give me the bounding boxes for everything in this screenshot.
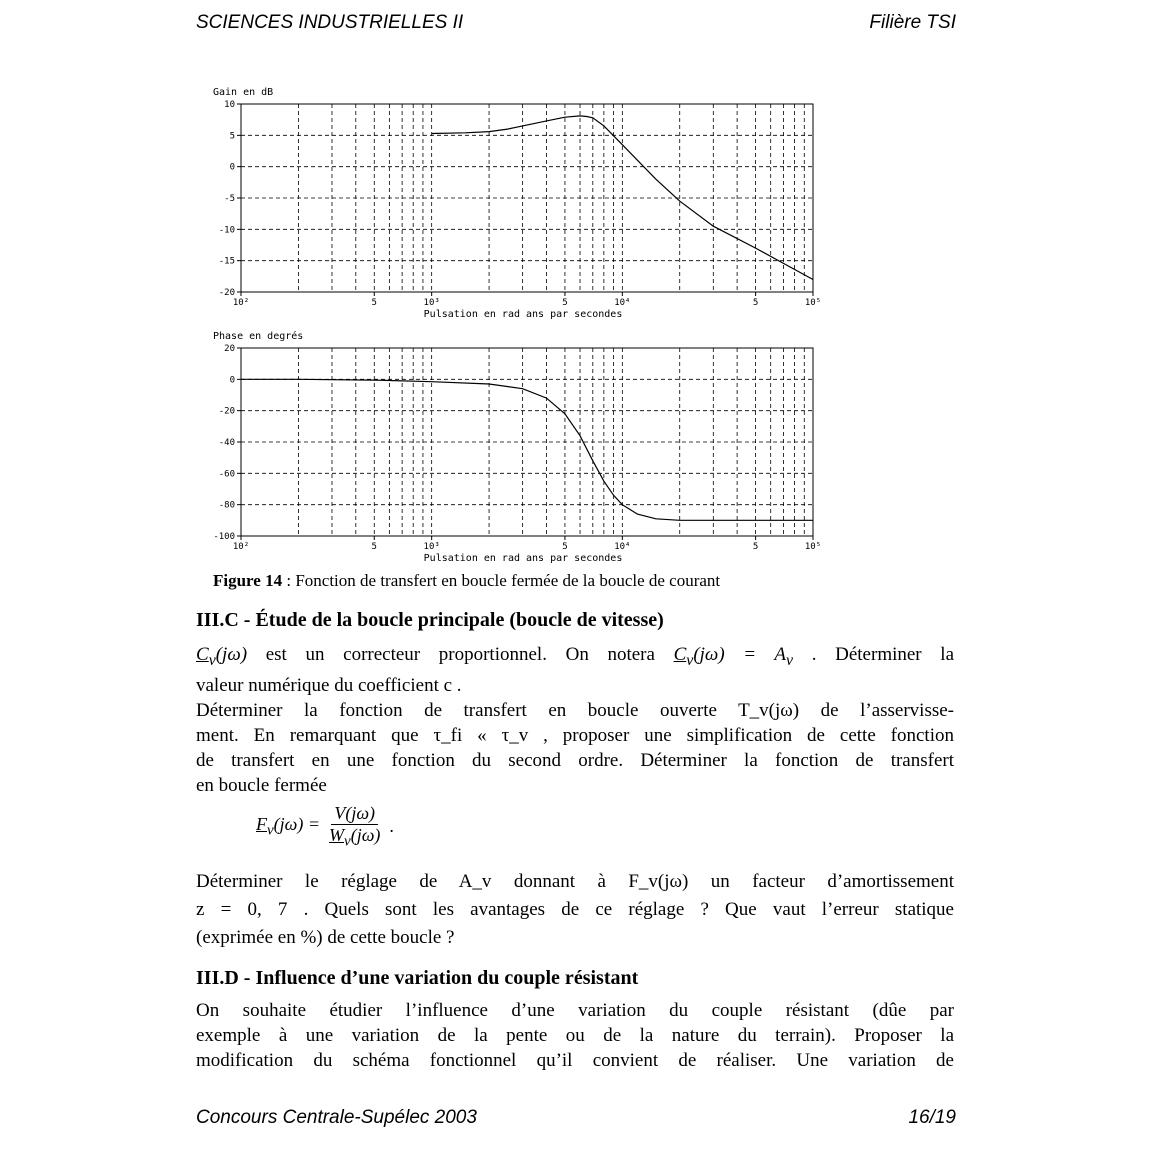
- cv-subscript-2: v: [686, 651, 694, 669]
- gain-ytick-label: 5: [229, 131, 235, 142]
- gain-xtick-label: 5: [562, 298, 568, 308]
- gain-xtick-label: 10²: [232, 298, 250, 308]
- section-c-paragraph-1: [196, 642, 954, 698]
- eq-den-arg: (jω): [350, 825, 381, 845]
- p1-text-b: . Déterminer la: [793, 644, 954, 665]
- phase-ytick-label: -40: [218, 438, 235, 448]
- gain-xtick-label: 5: [371, 298, 377, 308]
- phase-curve-phase: [241, 379, 813, 520]
- p3-line-2: z = 0, 7 . Quels sont les avantages de ce réglage ? Que vaut l’erreur statique: [196, 899, 954, 920]
- eq-den-subscript: v: [344, 833, 351, 850]
- section-d-paragraph: [196, 998, 954, 1073]
- eq-end: .: [389, 816, 394, 837]
- pd-line-3: modification du schéma fonctionnel qu’il convient de réaliser. Une variation de: [196, 1050, 954, 1071]
- phase-plot: [205, 326, 835, 566]
- phase-xtick-label: 5: [752, 542, 759, 552]
- gain-ytick-label: 10: [224, 100, 235, 110]
- phase-xlabel: Pulsation en rad ans par secondes: [423, 553, 623, 564]
- phase-ytick-label: 20: [224, 344, 235, 354]
- gain-ylabel: Gain en dB: [213, 87, 274, 98]
- gain-ytick-label: -20: [218, 288, 235, 298]
- p3-line-1: Déterminer le réglage de A_v donnant à F_v(jω) un facteur d’amortissement: [196, 871, 954, 892]
- footer-right: 16/19: [908, 1107, 956, 1128]
- phase-ytick-label: -20: [218, 406, 235, 417]
- phase-ytick-label: -80: [218, 500, 235, 511]
- phase-xtick-label: 5: [562, 542, 568, 552]
- eq-den-symbol: W: [329, 825, 345, 845]
- eq-lhs-arg: (jω) =: [273, 814, 321, 834]
- phase-ytick-label: -60: [218, 469, 235, 480]
- gain-xtick-label: 10⁴: [614, 298, 631, 308]
- gain-xlabel: Pulsation en rad ans par secondes: [423, 309, 623, 320]
- gain-ytick-label: -10: [218, 225, 235, 236]
- eq-denominator: [326, 825, 383, 851]
- phase-xtick-label: 10⁵: [804, 542, 822, 552]
- cv-symbol: C: [196, 644, 209, 665]
- p1-text-a: est un correcteur proportionnel. On notera: [247, 644, 674, 665]
- pd-line-1: On souhaite étudier l’influence d’une variation du couple résistant (dûe par: [196, 1000, 954, 1021]
- eq-fraction: [326, 803, 383, 851]
- header-left: SCIENCES INDUSTRIELLES II: [196, 12, 464, 33]
- p3-line-3: (exprimée en %) de cette boucle ?: [196, 927, 455, 948]
- section-c-paragraph-2: [196, 698, 954, 798]
- eq-lhs-symbol: F: [256, 814, 267, 834]
- pd-line-2: exemple à une variation de la pente ou de la nature du terrain). Proposer la: [196, 1025, 954, 1046]
- gain-ytick-label: -15: [218, 256, 235, 267]
- cv-arg: (jω): [215, 644, 248, 665]
- p2-line-4: en boucle fermée: [196, 775, 327, 796]
- p2-line-1: Déterminer la fonction de transfert en boucle ouverte T_v(jω) de l’asservisse-: [196, 700, 954, 721]
- cv-eq: (jω) = A: [693, 644, 787, 665]
- phase-xtick-label: 10⁴: [614, 542, 631, 552]
- phase-ylabel: Phase en degrés: [213, 331, 304, 342]
- gain-xtick-label: 5: [752, 298, 759, 308]
- gain-ytick-label: 0: [229, 162, 235, 173]
- p2-line-2: ment. En remarquant que τ_fi « τ_v , proposer une simplification de cette fonction: [196, 725, 954, 746]
- phase-ytick-label: -100: [213, 532, 235, 542]
- eq-numerator: V(jω): [331, 803, 378, 825]
- header-right: Filière TSI: [869, 12, 956, 33]
- p1-line-2: valeur numérique du coefficient c .: [196, 674, 462, 696]
- figure-label: Figure 14: [213, 571, 283, 590]
- cv-symbol-2: C: [673, 644, 687, 665]
- figure-caption: [213, 571, 720, 591]
- gain-xtick-label: 10⁵: [804, 298, 822, 308]
- eq-lhs-subscript: v: [267, 822, 274, 839]
- gain-xtick-label: 10³: [423, 298, 440, 308]
- gain-plot: [205, 82, 835, 322]
- closed-loop-equation: [256, 803, 394, 851]
- phase-xtick-label: 10²: [232, 542, 250, 552]
- p2-line-3: de transfert en une fonction du second ordre. Déterminer la fonction de transfert: [196, 750, 954, 771]
- section-c-title: III.C - Étude de la boucle principale (boucle de vitesse): [196, 609, 664, 631]
- footer-left: Concours Centrale-Supélec 2003: [196, 1107, 477, 1128]
- av-subscript: v: [786, 651, 794, 669]
- phase-xtick-label: 10³: [423, 542, 440, 552]
- figure-caption-text: : Fonction de transfert en boucle fermée de la boucle de courant: [282, 571, 721, 590]
- phase-ytick-label: 0: [229, 375, 235, 386]
- section-c-paragraph-3: [196, 868, 954, 952]
- phase-xtick-label: 5: [371, 542, 377, 552]
- section-d-title: III.D - Influence d’une variation du couple résistant: [196, 967, 639, 989]
- cv-subscript: v: [208, 651, 216, 669]
- gain-ytick-label: -5: [224, 194, 235, 204]
